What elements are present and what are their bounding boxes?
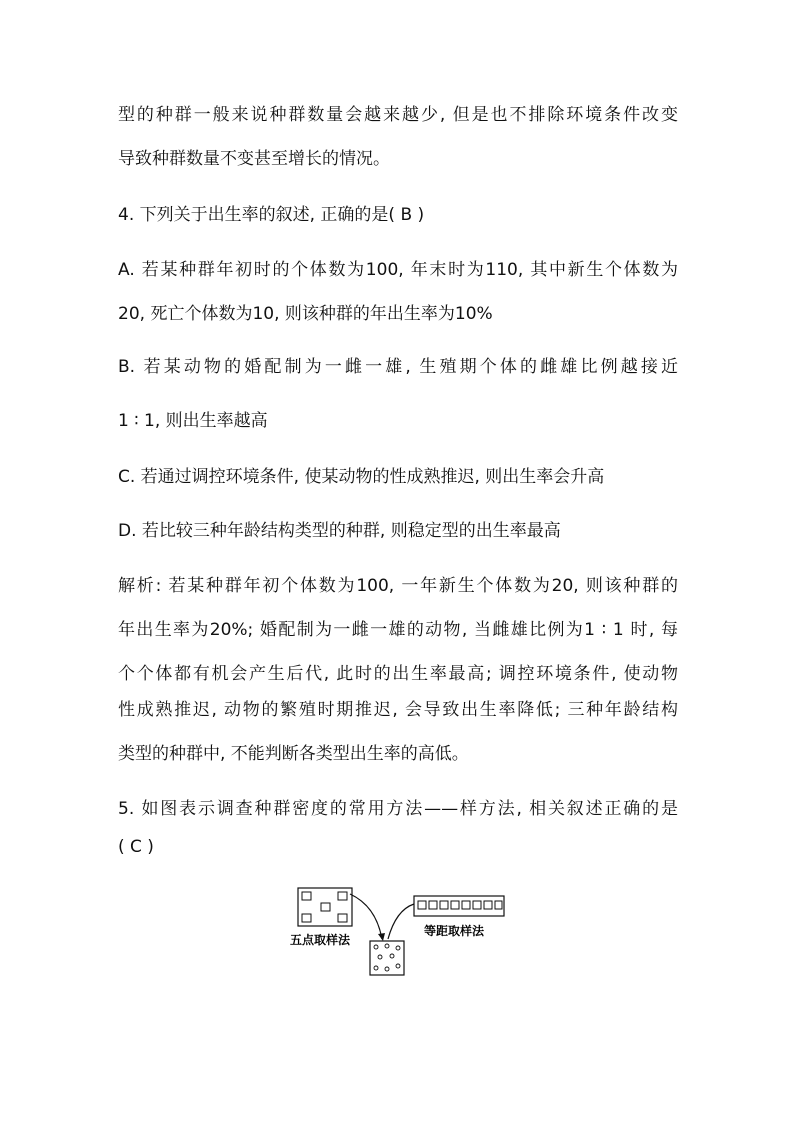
option-a-line-1: A. 若某种群年初时的个体数为100, 年末时为110, 其中新生个体数为: [118, 260, 678, 280]
quadrat: [495, 901, 502, 909]
quadrat: [302, 914, 311, 922]
quadrat: [338, 914, 347, 922]
option-d: D. 若比较三种年龄结构类型的种群, 则稳定型的出生率最高: [118, 521, 561, 541]
quadrat: [429, 901, 437, 909]
individual-dot: [374, 945, 378, 949]
individual-dot: [396, 946, 400, 950]
answer-5: ( C ): [118, 837, 154, 857]
text-line-2: 导致种群数量不变甚至增长的情况。: [118, 149, 390, 169]
analysis-line-1: 解析: 若某种群年初个体数为100, 一年新生个体数为20, 则该种群的: [118, 576, 678, 596]
individual-dot: [374, 966, 378, 970]
individual-dot: [378, 955, 382, 959]
individual-dot: [385, 944, 389, 948]
text-line-1: 型的种群一般来说种群数量会越来越少, 但是也不排除环境条件改变: [118, 105, 678, 125]
question-5: 5. 如图表示调查种群密度的常用方法——样方法, 相关叙述正确的是: [118, 799, 678, 819]
five-point-plot: [298, 888, 352, 926]
quadrat: [451, 901, 459, 909]
option-b-line-1: B. 若某动物的婚配制为一雌一雄, 生殖期个体的雌雄比例越接近: [118, 357, 678, 377]
quadrat: [473, 901, 481, 909]
quadrat: [418, 901, 426, 909]
option-b-line-2: 1 ∶ 1, 则出生率越高: [118, 411, 268, 431]
quadrat: [321, 903, 330, 911]
arrow-from-five-point: [350, 894, 382, 939]
arrow-head: [378, 933, 385, 941]
quadrat: [338, 892, 347, 900]
option-c: C. 若通过调控环境条件, 使某动物的性成熟推迟, 则出生率会升高: [118, 467, 605, 487]
analysis-line-5: 类型的种群中, 不能判断各类型出生率的高低。: [118, 744, 469, 764]
quadrat: [302, 892, 311, 900]
individual-dot: [390, 954, 394, 958]
option-a-line-2: 20, 死亡个体数为10, 则该种群的年出生率为10%: [118, 304, 493, 324]
analysis-line-3: 个个体都有机会产生后代, 此时的出生率最高; 调控环境条件, 使动物: [118, 664, 678, 684]
analysis-line-2: 年出生率为20%; 婚配制为一雌一雄的动物, 当雌雄比例为1 ∶ 1 时, 每: [118, 620, 678, 640]
individual-dot: [396, 964, 400, 968]
individual-dot: [385, 967, 389, 971]
quadrat: [462, 901, 470, 909]
quadrat: [440, 901, 448, 909]
arrow-from-equidistant: [388, 904, 414, 939]
analysis-line-4: 性成熟推迟, 动物的繁殖时期推迟, 会导致出生率降低; 三种年龄结构: [118, 700, 678, 720]
label-five-point: 五点取样法: [290, 933, 351, 947]
quadrat: [484, 901, 492, 909]
question-4: 4. 下列关于出生率的叙述, 正确的是( B ): [118, 205, 425, 225]
label-equidistant: 等距取样法: [424, 924, 485, 938]
sampling-method-figure: [290, 884, 520, 984]
